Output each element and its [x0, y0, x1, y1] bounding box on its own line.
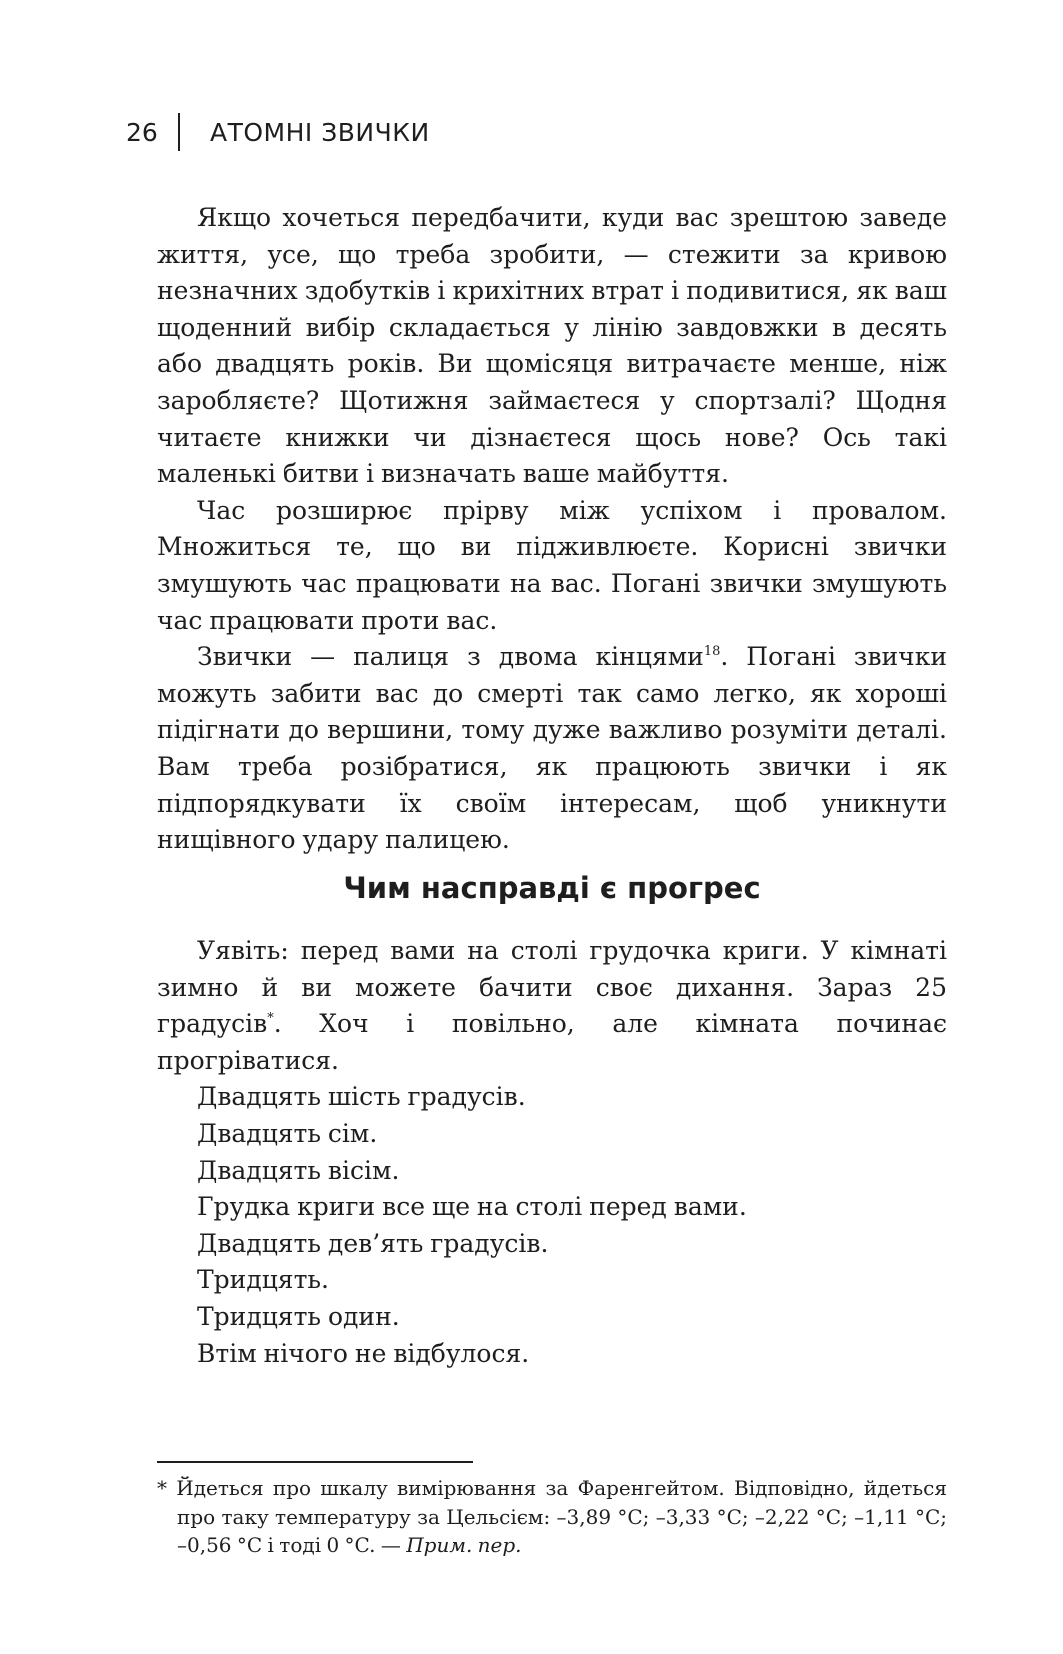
paragraph-text: . Хоч і повільно, але кімната починає прогріватися. [157, 1009, 947, 1075]
header-divider [178, 113, 180, 151]
paragraph-text: Звички — палиця з двома кінцями [197, 642, 704, 672]
footnote-text: Йдеться про шкалу вимірювання за Фаренгейтом. Відповідно, йдеться про таку температуру за Цельсієм: –3,89 °C; –3,33 °C; –2,22 °C; –1,11 °C; –0,56 °C і тоді 0 °C. — [167, 1476, 947, 1557]
temperature-line: Тридцять один. [197, 1301, 400, 1331]
temperature-line: Двадцять шість градусів. [197, 1082, 526, 1112]
paragraph-text: . Погані звички можуть забити вас до смерті так само легко, як хороші підігнати до вершини, тому дуже важливо розуміти деталі. Вам треба розібратися, як працюють звички і як підпорядкувати їх своїм інтересам, щоб уникнути нищівного удару палицею. [157, 642, 947, 855]
paragraph-text: Уявіть: перед вами на столі грудочка криги. У кімнаті зимно й ви можете бачити своє дихання. Зараз 25 градусів [157, 936, 947, 1039]
paragraph [157, 639, 947, 859]
temperature-line: Грудка криги все ще на столі перед вами. [197, 1192, 747, 1222]
footnote-reference[interactable]: * [267, 1011, 274, 1027]
temperature-line: Двадцять дев’ять градусів. [197, 1228, 549, 1258]
footnote-paragraph [157, 1474, 947, 1560]
translator-note-label: Прим. пер. [406, 1533, 522, 1557]
footnote [157, 1474, 947, 1560]
running-head [126, 112, 430, 152]
section-text [157, 933, 947, 1372]
page-number: 26 [126, 117, 158, 147]
paragraph [157, 933, 947, 1079]
temperature-line: Двадцять вісім. [197, 1155, 400, 1185]
temperature-line: Втім нічого не відбулося. [197, 1338, 530, 1368]
section-heading: Чим насправді є прогрес [343, 871, 761, 905]
footnote-marker: * [157, 1476, 167, 1500]
paragraph: Якщо хочеться передбачити, куди вас зрештою заведе життя, усе, що треба зробити, — стежити за кривою незначних здобутків і крихітних втрат і подивитися, як ваш щоденний вибір складається у лінію завдовжки в десять або двадцять років. Ви щомісяця витрачаєте менше, ніж заробляєте? Щотижня займаєтеся у спортзалі? Щодня читаєте книжки чи дізнаєтеся щось нове? Ось такі маленькі битви і визначать ваше майбуття. [157, 203, 947, 489]
endnote-reference[interactable]: 18 [703, 644, 721, 660]
temperature-line: Тридцять. [197, 1265, 329, 1295]
footnote-divider [157, 1461, 473, 1463]
temperature-line: Двадцять сім. [197, 1118, 378, 1148]
book-title: АТОМНІ ЗВИЧКИ [210, 117, 430, 147]
body-text [157, 200, 947, 859]
paragraph: Час розширює прірву між успіхом і провалом. Множиться те, що ви підживлюєте. Корисні звички змушують час працювати на вас. Погані звички змушують час працювати проти вас. [157, 495, 947, 635]
